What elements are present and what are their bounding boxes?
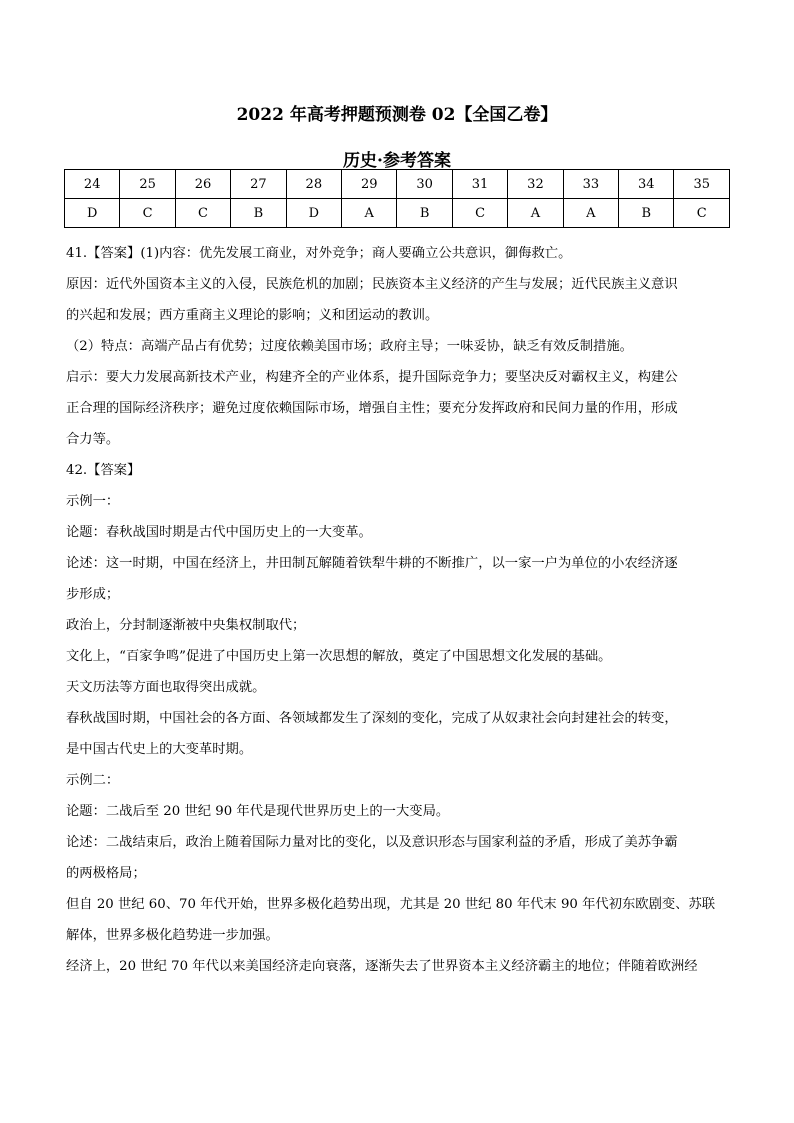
question-number-cell: 31 bbox=[452, 170, 507, 199]
answer-cell: A bbox=[342, 199, 397, 228]
answer-cell: B bbox=[231, 199, 286, 228]
example-one-argument-line: 政治上，分封制逐渐被中央集权制取代； bbox=[66, 618, 306, 633]
example-one-argument-line: 论述：这一时期，中国在经济上，井田制瓦解随着铁犁牛耕的不断推广，以一家一户为单位的小农经济逐 bbox=[66, 556, 678, 571]
answer-key-subtitle: 历史·参考答案 bbox=[343, 151, 451, 171]
answer-cell: C bbox=[674, 199, 730, 228]
question-number-cell: 35 bbox=[674, 170, 730, 199]
document-title: 2022 年高考押题预测卷 02【全国乙卷】 bbox=[236, 105, 558, 125]
answer-cell: A bbox=[508, 199, 563, 228]
answer-cell: C bbox=[120, 199, 175, 228]
example-two-argument-line: 解体，世界多极化趋势进一步加强。 bbox=[66, 928, 279, 943]
question-number-row bbox=[65, 170, 730, 199]
q41-answer-line: 41.【答案】(1)内容：优先发展工商业，对外竞争；商人要确立公共意识，御侮救亡。 bbox=[66, 246, 572, 261]
q41-features-line: （2）特点：高端产品占有优势；过度依赖美国市场；政府主导；一味妥协，缺乏有效反制措施。 bbox=[66, 339, 633, 354]
example-one-conclusion-line: 是中国古代史上的大变革时期。 bbox=[66, 742, 253, 757]
question-number-cell: 33 bbox=[563, 170, 618, 199]
example-two-argument-line: 经济上，20 世纪 70 年代以来美国经济走向衰落，逐渐失去了世界资本主义经济霸主的地位；伴随着欧洲经 bbox=[66, 959, 698, 974]
q41-reason-line: 原因：近代外国资本主义的入侵，民族危机的加剧；民族资本主义经济的产生与发展；近代民族主义意识 bbox=[66, 277, 678, 292]
example-two-thesis: 论题：二战后至 20 世纪 90 年代是现代世界历史上的一大变局。 bbox=[66, 804, 450, 819]
answer-cell: D bbox=[286, 199, 341, 228]
question-number-cell: 27 bbox=[231, 170, 286, 199]
question-number-cell: 32 bbox=[508, 170, 563, 199]
q41-inspiration-line: 启示：要大力发展高新技术产业，构建齐全的产业体系，提升国际竞争力；要坚决反对霸权主义，构建公 bbox=[66, 370, 678, 385]
example-two-argument-line: 的两极格局； bbox=[66, 866, 146, 881]
question-number-cell: 24 bbox=[65, 170, 120, 199]
example-one-label: 示例一： bbox=[66, 494, 120, 509]
answer-cell: B bbox=[397, 199, 452, 228]
q41-inspiration-line: 正合理的国际经济秩序；避免过度依赖国际市场，增强自主性；要充分发挥政府和民间力量的作用，形成 bbox=[66, 401, 678, 416]
q41-inspiration-line: 合力等。 bbox=[66, 432, 120, 447]
q41-reason-line: 的兴起和发展；西方重商主义理论的影响；义和团运动的教训。 bbox=[66, 308, 439, 323]
answer-cell: D bbox=[65, 199, 120, 228]
example-one-argument-line: 文化上，“百家争鸣”促进了中国历史上第一次思想的解放，奠定了中国思想文化发展的基础。 bbox=[66, 649, 612, 664]
answer-cell: C bbox=[175, 199, 230, 228]
question-number-cell: 34 bbox=[619, 170, 674, 199]
answer-explanations bbox=[66, 238, 730, 982]
q42-answer-heading: 42.【答案】 bbox=[66, 463, 141, 478]
question-number-cell: 30 bbox=[397, 170, 452, 199]
example-one-thesis: 论题：春秋战国时期是古代中国历史上的一大变革。 bbox=[66, 525, 372, 540]
example-one-argument-line: 天文历法等方面也取得突出成就。 bbox=[66, 680, 266, 695]
example-two-argument-line: 论述：二战结束后，政治上随着国际力量对比的变化，以及意识形态与国家利益的矛盾，形成了美苏争霸 bbox=[66, 835, 678, 850]
question-number-cell: 26 bbox=[175, 170, 230, 199]
question-number-cell: 25 bbox=[120, 170, 175, 199]
example-one-argument-line: 步形成； bbox=[66, 587, 120, 602]
example-two-label: 示例二： bbox=[66, 773, 120, 788]
example-two-argument-line: 但自 20 世纪 60、70 年代开始，世界多极化趋势出现，尤其是 20 世纪 80 年代末 90 年代初东欧剧变、苏联 bbox=[66, 897, 716, 912]
question-number-cell: 29 bbox=[342, 170, 397, 199]
answer-cell: B bbox=[619, 199, 674, 228]
answer-cell: C bbox=[452, 199, 507, 228]
answer-table bbox=[64, 169, 730, 228]
answer-row bbox=[65, 199, 730, 228]
question-number-cell: 28 bbox=[286, 170, 341, 199]
answer-cell: A bbox=[563, 199, 618, 228]
example-one-conclusion-line: 春秋战国时期，中国社会的各方面、各领域都发生了深刻的变化，完成了从奴隶社会向封建社会的转变， bbox=[66, 711, 678, 726]
